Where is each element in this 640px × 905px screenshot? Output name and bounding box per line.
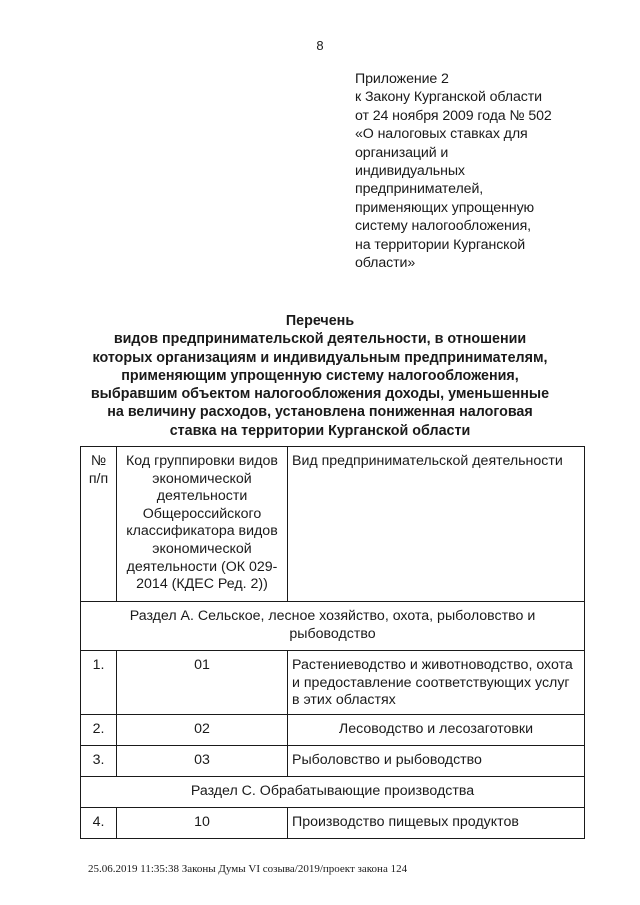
title-line: которых организациям и индивидуальным предпринимателям, — [92, 349, 548, 366]
appendix-reference — [355, 70, 585, 272]
appendix-line: предпринимателей, — [355, 181, 484, 198]
title-line: на величину расходов, установлена пониженная налоговая — [107, 404, 533, 421]
section-a-title: Раздел А. Сельское, лесное хозяйство, охота, рыболовство и рыбоводство — [81, 602, 585, 651]
page-number: 8 — [316, 38, 324, 53]
row-activity: Лесоводство и лесозаготовки — [288, 714, 585, 745]
row-code: 03 — [117, 745, 288, 776]
appendix-line: организаций и — [355, 144, 449, 161]
appendix-line: области» — [355, 255, 416, 272]
row-num: 3. — [81, 745, 117, 776]
table-header-row — [81, 447, 585, 602]
title-line: выбравшим объектом налогообложения доходы, уменьшенные — [90, 386, 550, 403]
title-line: применяющим упрощенную систему налогообложения, — [121, 367, 519, 384]
header-activity: Вид предпринимательской деятельности — [288, 447, 585, 602]
appendix-line: индивидуальных — [355, 163, 465, 180]
appendix-line: на территории Курганской — [355, 236, 526, 253]
row-code: 01 — [117, 651, 288, 715]
appendix-line: Приложение 2 — [355, 71, 449, 87]
appendix-line: от 24 ноября 2009 года № 502 — [355, 107, 552, 124]
row-code: 10 — [117, 807, 288, 838]
row-activity: Рыболовство и рыбоводство — [288, 745, 585, 776]
row-num: 4. — [81, 807, 117, 838]
table-row — [81, 745, 585, 776]
table-row — [81, 714, 585, 745]
document-title — [40, 312, 600, 440]
header-code: Код группировки видов экономической деятельности Общероссийского классификатора видов экономической деятельности (ОК 029-2014 (КДЕС Ред. 2)) — [117, 447, 288, 602]
activities-table — [80, 446, 585, 839]
row-activity: Производство пищевых продуктов — [288, 807, 585, 838]
appendix-line: «О налоговых ставках для — [355, 126, 528, 143]
row-activity: Растениеводство и животноводство, охота и предоставление соответствующих услуг в этих областях — [288, 651, 585, 715]
row-num: 1. — [81, 651, 117, 715]
footer-file-stamp: 25.06.2019 11:35:38 Законы Думы VI созыва/2019/проект закона 124 — [88, 863, 408, 875]
table-row — [81, 807, 585, 838]
title-line: видов предпринимательской деятельности, в отношении — [113, 331, 527, 348]
appendix-line: применяющих упрощенную — [355, 199, 535, 216]
header-num: № п/п — [81, 447, 117, 602]
appendix-line: систему налогообложения, — [355, 218, 532, 235]
row-num: 2. — [81, 714, 117, 745]
row-code: 02 — [117, 714, 288, 745]
appendix-line: к Закону Курганской области — [355, 89, 542, 106]
section-row-a — [81, 602, 585, 651]
section-c-title: Раздел С. Обрабатывающие производства — [81, 776, 585, 807]
title-line: Перечень — [285, 313, 355, 329]
section-row-c — [81, 776, 585, 807]
title-line: ставка на территории Курганской области — [169, 422, 471, 439]
table-row — [81, 651, 585, 715]
